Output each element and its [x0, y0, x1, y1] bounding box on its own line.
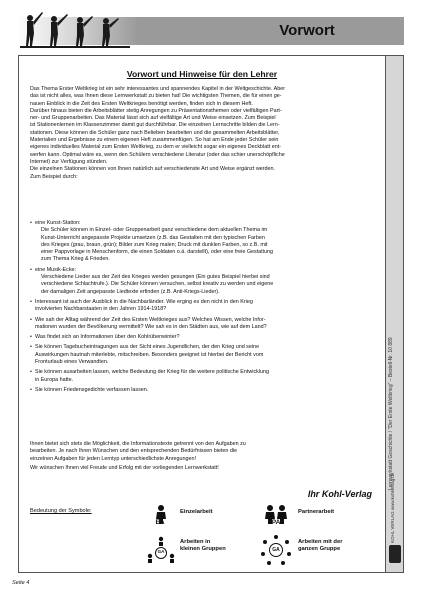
suggestion-list — [30, 220, 375, 397]
publisher-logo — [388, 472, 402, 565]
symbol-label-line: kleinen Gruppen — [180, 546, 226, 553]
page-title: Vorwort — [279, 22, 335, 39]
list-item-line: Die Schüler können in Einzel- oder Gruppenarbeit ganz verschiedene dem aktuellen Thema im — [41, 227, 268, 234]
closing-line: einzelnen Aufgaben für jeden Lerntyp unterschiedlichste Anregungen! — [30, 455, 197, 462]
symbol-label — [180, 539, 226, 553]
list-item — [30, 267, 375, 296]
bullet-icon: • — [30, 220, 32, 226]
symbols-legend-title: Bedeutung der Symbole: — [30, 508, 92, 514]
intro-line: Zum Beispiel durch: — [30, 173, 78, 180]
closing-line: bearbeiten. Je nach Ihren Wünschen und den entsprechenden Bedürfnissen bieten die — [30, 448, 238, 455]
list-item — [30, 369, 375, 384]
publisher-signature: Ihr Kohl-Verlag — [307, 489, 372, 499]
symbol-code: PA — [271, 519, 281, 526]
list-item-line: Auswirkungen hautnah miterlebte, mitschreiben. Besonders geeignet ist hierbei der Bericht vom — [35, 351, 264, 358]
intro-line: werfen kann. Optimal wäre es, wenn den Schülern verschiedene Literatur (oder das schier unerschöpfliche — [30, 151, 285, 158]
bullet-icon: • — [30, 386, 32, 393]
closing-paragraph — [30, 441, 375, 463]
intro-line: ner- und Gruppenarbeiten. Das Material lässt sich auf vielfältige Art und Weise einsetzen. Zum Beispiel — [30, 115, 276, 122]
symbol-label — [298, 539, 342, 553]
list-item-line: zum Thema Krieg & Frieden. — [41, 256, 110, 263]
bullet-icon: • — [30, 334, 32, 341]
list-item-line: Sie können Tagebucheintragungen aus der Sicht eines Jugendlichen, der den Krieg und seine — [35, 344, 260, 351]
list-item-line: einer Pappvorlage in Menschenform, die einen Soldaten o.ä. darstellt), oder eine freie Gestaltung — [41, 249, 273, 256]
list-item-line: Kunst-Unterricht angepasste Projekte umsetzen (z.B. das Gestalten mit den typischen Farben — [41, 234, 265, 241]
list-item-line: involvierten Nachbarstaaten in den Jahren 1914-1918? — [35, 306, 167, 313]
intro-line: Die einzelnen Stationen können von Ihnen natürlich auf verschiedenste Art und Weise ergänzt werden. — [30, 166, 276, 173]
bullet-icon: • — [30, 316, 32, 323]
symbol-code: GA — [157, 549, 165, 554]
symbol-label: Partnerarbeit — [298, 509, 335, 515]
symbol-label-line: Arbeiten mit der — [298, 539, 343, 545]
list-item-line: Was findet sich an Informationen über den Kohlrübenwinter? — [35, 334, 180, 341]
list-item — [30, 299, 375, 314]
list-item-line: verschiedene Schlachtrufe.). Die Schüler können versuchen, selbst kreativ zu werden und eigene — [41, 281, 274, 288]
bullet-icon: • — [30, 298, 32, 305]
intro-line: stationen. Diese können die Schüler ganz nach Belieben bearbeiten und die gesammelten Arbeitsblätter, — [30, 129, 280, 136]
list-item-line: Verschiedene Lieder aus der Zeit des Krieges werden gesungen (Ein gutes Beispiel hierbei sind — [41, 274, 270, 281]
list-item-line: Sie können Friedensgedichte verfassen lassen. — [35, 386, 149, 393]
list-item-line: Wie sah der Alltag während der Zeit des Ersten Weltkrieges aus? Welches Wissen, welche Infor- — [35, 316, 266, 323]
intro-line: Internet) zur Verfügung stünden. — [30, 158, 108, 165]
closing-line: Ihnen bietet sich stets die Möglichkeit, die Informationstexte getrennt von den Aufgaben zu — [30, 441, 246, 447]
soldiers-silhouette-image — [20, 8, 138, 48]
symbol-label: Einzelarbeit — [180, 509, 213, 515]
bullet-icon: • — [30, 266, 32, 273]
list-item — [30, 334, 375, 341]
intro-line: das ist nicht alles, was Ihnen diese Lernwerkstatt zu bieten hat! Die wichtigsten Themen, die für einen ge- — [30, 93, 282, 100]
list-item-line: mationen wurden der Bevölkerung vermittelt? Wie sah es in den Städten aus, wie auf dem Land? — [35, 323, 267, 330]
page-number: Seite 4 — [12, 580, 30, 586]
list-item-line: Interessant ist auch der Ausblick in die Nachbarländer. Wie erging es den nicht in den Krieg — [35, 298, 253, 305]
intro-line: Darüber hinaus bieten die Arbeitsblätter stetig Anregungen zu Präsentationsthemen oder vielfältigen Part- — [30, 107, 282, 114]
intro-line: Materialien und Ergebnisse zu einem eigenen Heft zusammenfügen. So hat am Ende jeder Schüler sein — [30, 137, 279, 144]
symbol-code: GA — [272, 547, 280, 553]
sidebar-text: Lernwerkstatt Geschichte / "Der Erste Weltkrieg" – Bestell-Nr. 10 889 — [388, 337, 394, 490]
section-heading: Vorwort und Hinweise für den Lehrer — [126, 69, 278, 79]
logo-mark-icon — [389, 545, 401, 563]
intro-paragraph — [30, 86, 375, 181]
list-item-line: eine Kunst-Station: — [35, 220, 81, 226]
wish-line: Wir wünschen Ihnen viel Freude und Erfolg mit der vorliegenden Lernwerkstatt! — [30, 465, 219, 471]
list-item — [30, 317, 375, 332]
list-item — [30, 220, 375, 264]
bullet-icon: • — [30, 344, 32, 351]
list-item — [30, 387, 375, 394]
symbol-label-line: Arbeiten in — [180, 539, 211, 545]
symbol-code: EA — [155, 519, 165, 526]
list-item-line: der damaligen Zeit angepasste Liedtexte erfinden (z.B. Anti-Kriegs-Lieder). — [41, 288, 220, 295]
bullet-icon: • — [30, 369, 32, 376]
list-item — [30, 344, 375, 366]
publisher-brand: KOHL VERLAG www.kohlverlag.de — [390, 472, 395, 543]
intro-line: nauen Einblick in die Zeit des Ersten Weltkrieges benötigt werden, finden sich in diesem Heft. — [30, 100, 253, 107]
list-item-line: in Europa hatte. — [35, 376, 74, 383]
intro-line: eigenes individuelles Material zum Ersten Weltkrieg, zu dem er vielleicht sogar ein eigenes Deckblatt ent- — [30, 144, 281, 151]
intro-line: ist Stationenlernen im Klassenzimmer damit gut durchführbar. Die einzelnen Lernschritte bilden die Lern- — [30, 122, 280, 129]
list-item-line: des Krieges (grau, braun, grün); Bilder zum Krieg malen; Druck mit dunklen Farben, so z.B. mit — [41, 241, 268, 248]
intro-line: Das Thema Erster Weltkrieg ist ein sehr interessantes und spannendes Kapitel in der Weltgeschichte. Aber — [30, 86, 285, 92]
list-item-line: eine Musik-Ecke: — [35, 266, 77, 273]
symbol-label-line: ganzen Gruppe — [298, 546, 341, 553]
list-item-line: Fronturlaub eines Verwandten. — [35, 359, 109, 366]
list-item-line: Sie können ausarbeiten lassen, welche Bedeutung der Krieg für die weitere politische Entwicklung — [35, 369, 270, 376]
